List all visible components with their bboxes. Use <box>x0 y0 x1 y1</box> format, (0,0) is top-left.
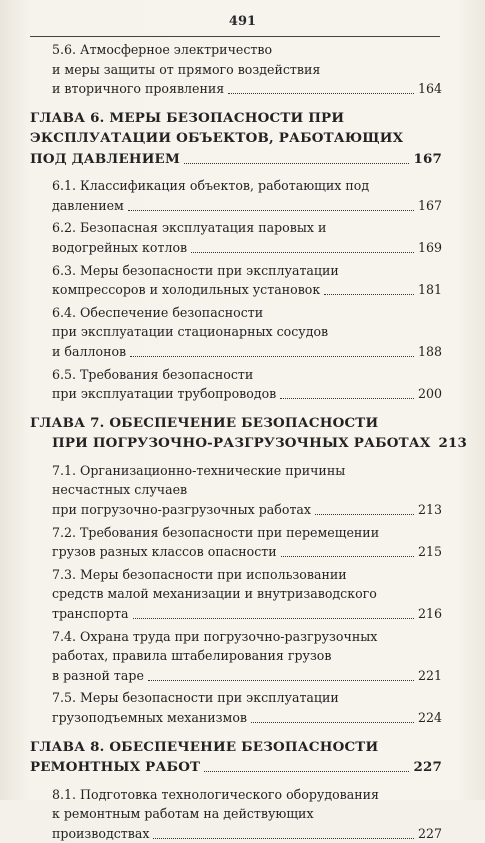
page-number: 491 <box>228 14 257 29</box>
toc-section-entry[interactable] <box>30 785 442 843</box>
dot-leader <box>130 355 414 357</box>
toc-entry-last-line <box>30 280 442 300</box>
toc-entry-line: 7.3. Меры безопасности при использовании <box>52 566 347 582</box>
toc-entry-last-line <box>30 342 442 362</box>
toc-entry-last-line <box>30 238 442 258</box>
toc-entry-title: компрессоров и холодильных установок <box>52 282 321 298</box>
toc-section-entry[interactable] <box>30 461 442 520</box>
toc-entry-title: водогрейных котлов <box>52 240 188 256</box>
toc-entry-title: при погрузочно-разгрузочных работах <box>52 502 312 517</box>
toc-entry-line: 7.4. Охрана труда при погрузочно-разгрузочных <box>52 628 378 644</box>
toc-page-number: 200 <box>417 386 442 402</box>
toc-page-number: 181 <box>417 282 442 298</box>
toc-section-entry[interactable] <box>30 565 442 624</box>
entry-spacer <box>30 99 442 108</box>
toc-page-number: 227 <box>417 825 442 841</box>
toc-entry-line: ГЛАВА 8. ОБЕСПЕЧЕНИЕ БЕЗОПАСНОСТИ <box>30 738 379 755</box>
toc-entry-line: 6.2. Безопасная эксплуатация паровых и <box>52 220 327 236</box>
entry-spacer <box>30 454 442 461</box>
dot-leader <box>184 162 409 164</box>
toc-entry-line: 5.6. Атмосферное электричество <box>52 42 273 57</box>
entry-spacer <box>30 778 442 785</box>
entry-spacer <box>30 169 442 176</box>
toc-page-number: 213 <box>417 502 442 517</box>
toc-entry-title: ПОД ДАВЛЕНИЕМ <box>30 150 180 167</box>
toc-page-number: 167 <box>413 150 442 167</box>
toc-page-number: 221 <box>417 667 442 683</box>
toc-entry-line: несчастных случаев <box>52 482 188 498</box>
toc-entry-line: и меры защиты от прямого воздействия <box>52 61 321 77</box>
toc-entry-last-line <box>30 149 442 170</box>
toc-section-entry[interactable] <box>30 176 442 215</box>
dot-leader <box>191 251 414 253</box>
toc-entry-line: средств малой механизации и внутризаводского <box>52 586 377 602</box>
toc-entry-title: ПРИ ПОГРУЗОЧНО-РАЗГРУЗОЧНЫХ РАБОТАХ <box>52 435 431 452</box>
toc-section-entry[interactable] <box>30 303 442 362</box>
toc-page-number: 164 <box>417 81 442 97</box>
dot-leader <box>228 92 414 94</box>
toc-entry-title: грузоподъемных механизмов <box>52 709 248 725</box>
toc-entry-last-line <box>30 757 442 778</box>
header-rule <box>30 36 440 37</box>
toc-entry-last-line <box>30 708 442 728</box>
toc-entry-title: в разной таре <box>52 667 144 683</box>
toc-entry-last-line <box>30 542 442 562</box>
entry-spacer <box>30 728 442 737</box>
toc-entry-line: 7.5. Меры безопасности при эксплуатации <box>52 690 339 706</box>
toc-chapter-entry[interactable] <box>30 413 468 454</box>
toc-section-entry[interactable] <box>30 40 442 99</box>
toc-section-entry[interactable] <box>30 688 442 727</box>
toc-entry-title: транспорта <box>52 605 129 621</box>
dot-leader <box>324 293 414 295</box>
toc-entry-last-line <box>30 196 442 216</box>
toc-entry-last-line <box>30 79 442 99</box>
toc-entry-line: 6.4. Обеспечение безопасности <box>52 304 264 320</box>
toc-entry-title: при эксплуатации трубопроводов <box>52 386 277 402</box>
toc-entry-last-line <box>30 824 442 843</box>
toc-page-number: 213 <box>438 435 468 452</box>
dot-leader <box>128 209 414 211</box>
toc-entry-last-line <box>30 433 468 454</box>
toc-entry-title: производствах <box>52 825 150 841</box>
toc-entry-line: работах, правила штабелирования грузов <box>52 648 332 664</box>
dot-leader <box>204 770 409 772</box>
toc-entry-title: и баллонов <box>52 344 127 360</box>
toc-chapter-entry[interactable] <box>30 108 442 170</box>
toc-entry-line: 8.1. Подготовка технологического оборудования <box>52 786 379 802</box>
toc-page-number: 169 <box>417 240 442 256</box>
toc-section-entry[interactable] <box>30 261 442 300</box>
dot-leader <box>251 721 414 723</box>
toc-page-number: 215 <box>417 544 442 560</box>
toc-section-entry[interactable] <box>30 627 442 686</box>
toc-entry-line: 7.2. Требования безопасности при перемещении <box>52 524 380 540</box>
toc-entry-line: 6.1. Классификация объектов, работающих под <box>52 178 370 194</box>
dot-leader <box>281 555 414 557</box>
dot-leader <box>315 513 414 515</box>
toc-page-number: 188 <box>417 344 442 360</box>
toc-entry-line: к ремонтным работам на действующих <box>52 806 314 822</box>
toc-page-number: 224 <box>417 709 442 725</box>
toc-section-entry[interactable] <box>30 523 442 562</box>
dot-leader <box>280 397 414 399</box>
toc-entry-line: 7.1. Организационно-технические причины <box>52 462 346 478</box>
dot-leader <box>133 617 414 619</box>
entry-spacer <box>30 404 442 413</box>
toc-entry-last-line <box>30 500 442 520</box>
toc-entry-line: 6.3. Меры безопасности при эксплуатации <box>52 262 339 278</box>
toc-entry-title: РЕМОНТНЫХ РАБОТ <box>30 759 201 776</box>
toc-chapter-entry[interactable] <box>30 737 442 778</box>
toc-entry-last-line <box>30 384 442 404</box>
toc-entry-title: давлением <box>52 197 124 213</box>
toc-entry-line: ЭКСПЛУАТАЦИИ ОБЪЕКТОВ, РАБОТАЮЩИХ <box>30 130 404 147</box>
toc-section-entry[interactable] <box>30 218 442 257</box>
toc-entry-line: ГЛАВА 7. ОБЕСПЕЧЕНИЕ БЕЗОПАСНОСТИ <box>30 414 379 431</box>
dot-leader <box>153 837 414 839</box>
toc-section-entry[interactable] <box>30 365 442 404</box>
toc-entry-last-line <box>30 604 442 624</box>
toc-entry-line: ГЛАВА 6. МЕРЫ БЕЗОПАСНОСТИ ПРИ <box>30 109 345 126</box>
toc-entry-title: и вторичного проявления <box>52 81 225 97</box>
toc-entry-title: грузов разных классов опасности <box>52 544 277 560</box>
table-of-contents <box>30 40 468 843</box>
toc-entry-line: при эксплуатации стационарных сосудов <box>52 324 329 340</box>
toc-page-number: 227 <box>413 759 442 776</box>
toc-entry-last-line <box>30 666 442 686</box>
dot-leader <box>148 679 414 681</box>
toc-page-number: 167 <box>417 197 442 213</box>
toc-page-number: 216 <box>417 605 442 621</box>
toc-entry-line: 6.5. Требования безопасности <box>52 366 254 382</box>
